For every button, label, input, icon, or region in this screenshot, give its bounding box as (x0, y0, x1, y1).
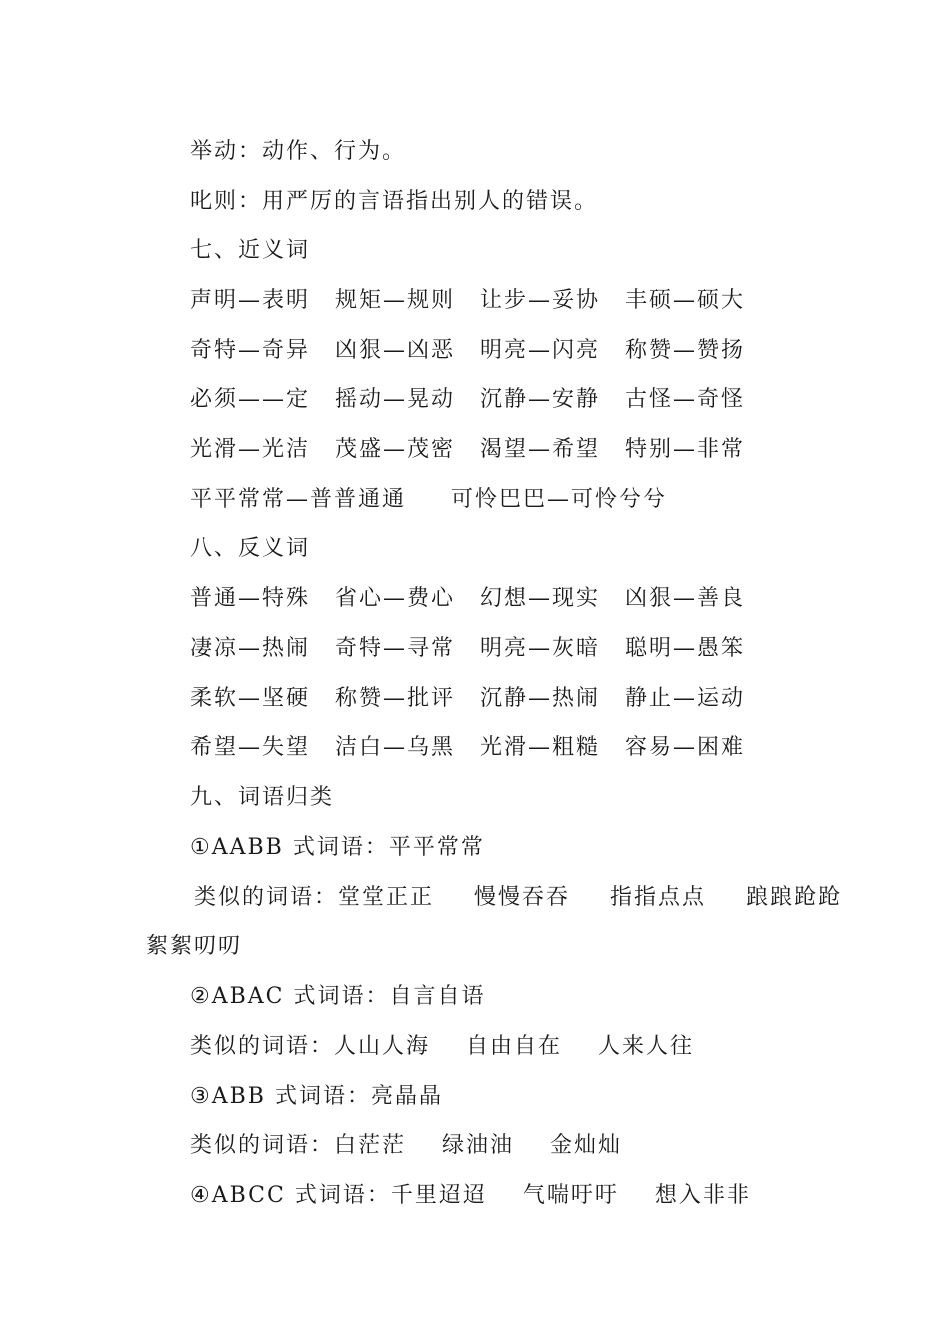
word-pair: 洁白—乌黑 (335, 735, 456, 760)
word-pair: 奇特—奇异 (190, 338, 311, 363)
similar-word: 想入非非 (654, 1183, 751, 1208)
word-pair: 摇动—晃动 (335, 387, 456, 412)
similar-word: 踉踉跄跄 (746, 885, 843, 910)
similar-word: 堂堂正正 (338, 885, 435, 910)
abb-similar-row (190, 1131, 622, 1161)
similar-label: 类似的词语： (194, 885, 339, 910)
similar-word: 绿油油 (442, 1133, 515, 1158)
synonym-row (190, 385, 770, 415)
word-pair: 凶狠—凶恶 (335, 338, 456, 363)
word-pair: 光滑—粗糙 (480, 735, 601, 760)
word-pair: 凄凉—热闹 (190, 636, 311, 661)
word-pair: 静止—运动 (625, 686, 746, 711)
abac-similar-row (190, 1032, 694, 1062)
word-pair: 茂盛—茂密 (335, 437, 456, 462)
word-pair: 规矩—规则 (335, 288, 456, 313)
antonym-row (190, 584, 770, 614)
section-heading-synonyms: 七、近义词 (190, 238, 311, 263)
word-pair: 普通—特殊 (190, 586, 311, 611)
synonym-row (190, 435, 770, 465)
word-pair: 平平常常—普普通通 (190, 487, 407, 512)
word-pair: 柔软—坚硬 (190, 686, 311, 711)
aabb-similar-row (194, 883, 842, 913)
word-pair: 聪明—愚笨 (625, 636, 746, 661)
word-pair: 必须——定 (190, 387, 311, 412)
word-pair: 幻想—现实 (480, 586, 601, 611)
synonym-row (190, 286, 770, 316)
word-pair: 凶狠—善良 (625, 586, 746, 611)
antonym-row (190, 634, 770, 664)
section-heading-antonyms: 八、反义词 (190, 536, 311, 561)
aabb-wrap-line: 絮絮叨叨 (146, 934, 243, 959)
section-heading-classification: 九、词语归类 (190, 785, 335, 810)
similar-word: 自由自在 (466, 1034, 563, 1059)
synonym-row (190, 336, 770, 366)
word-pair: 特别—非常 (625, 437, 746, 462)
similar-word: 白茫茫 (334, 1133, 407, 1158)
synonym-row (190, 485, 667, 515)
antonym-row (190, 733, 770, 763)
word-pair: 声明—表明 (190, 288, 311, 313)
similar-word: 人来人往 (598, 1034, 695, 1059)
aabb-title: ①AABB 式词语：平平常常 (190, 835, 485, 860)
similar-word: 慢慢吞吞 (474, 885, 571, 910)
word-pair: 希望—失望 (190, 735, 311, 760)
abac-title: ②ABAC 式词语：自言自语 (190, 984, 486, 1009)
word-pair: 称赞—批评 (335, 686, 456, 711)
similar-word: 人山人海 (334, 1034, 431, 1059)
antonym-row (190, 684, 770, 714)
word-pair: 沉静—热闹 (480, 686, 601, 711)
word-pair: 丰硕—硕大 (625, 288, 746, 313)
similar-word: 千里迢迢 (390, 1183, 487, 1208)
word-pair: 让步—妥协 (480, 288, 601, 313)
word-pair: 明亮—闪亮 (480, 338, 601, 363)
similar-word: 指指点点 (610, 885, 707, 910)
word-pair: 省心—费心 (335, 586, 456, 611)
word-pair: 容易—困难 (625, 735, 746, 760)
abb-title: ③ABB 式词语：亮晶晶 (190, 1084, 443, 1109)
word-pair: 沉静—安静 (480, 387, 601, 412)
word-pair: 渴望—希望 (480, 437, 601, 462)
word-pair: 称赞—赞扬 (625, 338, 746, 363)
word-pair: 古怪—奇怪 (625, 387, 746, 412)
similar-label: 类似的词语： (190, 1133, 335, 1158)
definition-judong: 举动：动作、行为。 (190, 139, 407, 164)
abcc-row (190, 1181, 751, 1211)
word-pair: 奇特—寻常 (335, 636, 456, 661)
definition-chize: 叱则：用严厉的言语指出别人的错误。 (190, 189, 599, 214)
abcc-label: ④ABCC 式词语： (190, 1183, 391, 1208)
word-pair: 光滑—光洁 (190, 437, 311, 462)
similar-word: 气喘吁吁 (522, 1183, 619, 1208)
word-pair: 可怜巴巴—可怜兮兮 (451, 487, 668, 512)
similar-label: 类似的词语： (190, 1034, 335, 1059)
word-pair: 明亮—灰暗 (480, 636, 601, 661)
similar-word: 金灿灿 (550, 1133, 623, 1158)
